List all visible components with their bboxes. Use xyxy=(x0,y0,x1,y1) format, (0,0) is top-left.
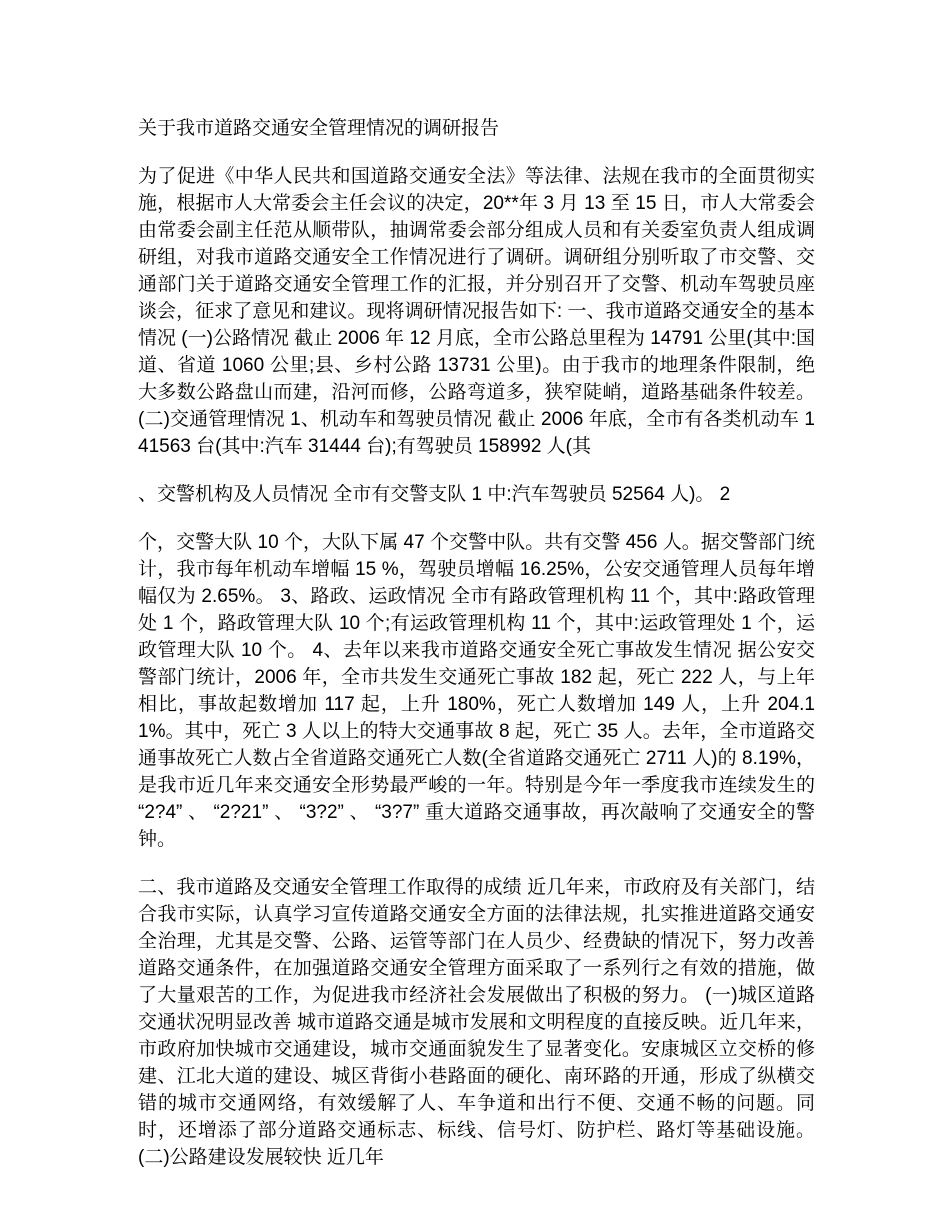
document-title: 关于我市道路交通安全管理情况的调研报告 xyxy=(138,118,500,139)
paragraph-3: 个，交警大队 10 个，大队下属 47 个交警中队。共有交警 456 人。据交警部门统计，我市每年机动车增幅 15 %，驾驶员增幅 16.25%，公安交通管理人员每年增幅仅为 2.65%。 3、路政、运政情况 全市有路政管理机构 11 个，其中:路政管理处 1 个，路政管理大队 10 个;有运政管理机构 11 个，其中:运政管理处 1 个，运政管理大队 10 个。 4、去年以来我市道路交通安全死亡事故发生情况 据公安交警部门统计，2006 年，全市共发生交通死亡事故 182 起，死亡 222 人，与上年相比，事故起数增加 117 起，上升 180%，死亡人数增加 149 人，上升 204.11%。其中，死亡 3 人以上的特大交通事故 8 起，死亡 35 人。去年，全市道路交通事故死亡人数占全省道路交通死亡人数(全省道路交通死亡 2711 人)的 8.19%，是我市近几年来交通安全形势最严峻的一年。特别是今年一季度我市连续发生的 “2?4” 、 “2?21” 、 “3?2” 、 “3?7” 重大道路交通事故，再次敲响了交通安全的警钟。 xyxy=(138,532,815,850)
paragraph-1: 为了促进《中华人民共和国道路交通安全法》等法律、法规在我市的全面贯彻实施，根据市人大常委会主任会议的决定，20**年 3 月 13 至 15 日，市人大常委会由常委会副主任范从顺带队，抽调常委会部分组成人员和有关委室负责人组成调研组，对我市道路交通安全工作情况进行了调研。调研组分别听取了市交警、交通部门关于道路交通安全管理工作的汇报，并分别召开了交警、机动车驾驶员座谈会，征求了意见和建议。现将调研情况报告如下: 一、我市道路交通安全的基本情况 (一)公路情况 截止 2006 年 12 月底，全市公路总里程为 14791 公里(其中:国道、省道 1060 公里;县、乡村公路 13731 公里)。由于我市的地理条件限制，绝大多数公路盘山而建，沿河而修，公路弯道多，狭窄陡峭，道路基础条件较差。 (二)交通管理情况 1、机动车和驾驶员情况 截止 2006 年底，全市有各类机动车 141563 台(其中:汽车 31444 台);有驾驶员 158992 人(其 xyxy=(138,166,815,457)
paragraph-2: 、交警机构及人员情况 全市有交警支队 1 中:汽车驾驶员 52564 人)。 2 xyxy=(138,484,731,505)
paragraph-4: 二、我市道路及交通安全管理工作取得的成绩 近几年来，市政府及有关部门，结合我市实际，认真学习宣传道路交通安全方面的法律法规，扎实推进道路交通安全治理，尤其是交警、公路、运管等部门在人员少、经费缺的情况下，努力改善道路交通条件，在加强道路交通安全管理方面采取了一系列行之有效的措施，做了大量艰苦的工作，为促进我市经济社会发展做出了积极的努力。 (一)城区道路交通状况明显改善 城市道路交通是城市发展和文明程度的直接反映。近几年来，市政府加快城市交通建设，城市交通面貌发生了显著变化。安康城区立交桥的修建、江北大道的建设、城区背街小巷路面的硬化、南环路的开通，形成了纵横交错的城市交通网络，有效缓解了人、车争道和出行不便、交通不畅的问题。同时，还增添了部分道路交通标志、标线、信号灯、防护栏、路灯等基础设施。 (二)公路建设发展较快 近几年 xyxy=(138,877,815,1168)
